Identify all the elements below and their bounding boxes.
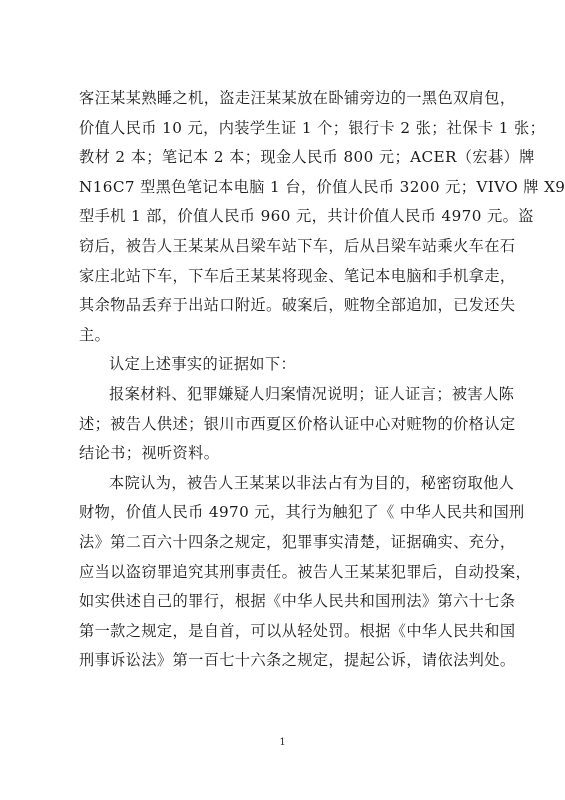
text-line: 其余物品丢弃于出站口附近。破案后，赃物全部追加，已发还失 xyxy=(79,296,516,315)
text-line: 刑事诉讼法》第一百七十六条之规定，提起公诉，请依法判处。 xyxy=(79,651,516,670)
text-line: 价值人民币 10 元，内装学生证 1 个；银行卡 2 张；社保卡 1 张； xyxy=(79,118,546,137)
paragraph-evidence-list xyxy=(79,380,516,469)
document-body xyxy=(79,84,565,676)
text-line: 报案材料、犯罪嫌疑人归案情况说明；证人证言；被害人陈 xyxy=(109,384,515,403)
text-line: 本院认为，被告人王某某以非法占有为目的，秘密窃取他人 xyxy=(109,473,515,492)
text-line: N16C7 型黑色笔记本电脑 1 台，价值人民币 3200 元；VIVO 牌 X9 xyxy=(79,177,565,196)
text-line: 家庄北站下车，下车后王某某将现金、笔记本电脑和手机拿走， xyxy=(79,266,516,285)
text-line: 认定上述事实的证据如下： xyxy=(109,355,297,374)
text-line: 型手机 1 部，价值人民币 960 元，共计价值人民币 4970 元。盗 xyxy=(79,207,534,226)
paragraph-facts-continued xyxy=(79,84,565,350)
text-line: 述；被告人供述；银川市西夏区价格认证中心对赃物的价格认定 xyxy=(79,414,516,433)
text-line: 窃后，被告人王某某从吕梁车站下车，后从吕梁车站乘火车在石 xyxy=(79,236,516,255)
text-line: 应当以盗窃罪追究其刑事责任。被告人王某某犯罪后，自动投案， xyxy=(79,562,532,581)
text-line: 主。 xyxy=(79,325,111,344)
text-line: 法》第二百六十四条之规定，犯罪事实清楚，证据确实、充分， xyxy=(79,532,516,551)
page-number: 1 xyxy=(279,737,286,748)
text-line: 结论书；视听资料。 xyxy=(79,444,220,463)
text-line: 教材 2 本；笔记本 2 本；现金人民币 800 元；ACER（宏碁）牌 xyxy=(79,148,535,167)
text-line: 客汪某某熟睡之机，盗走汪某某放在卧铺旁边的一黑色双肩包， xyxy=(79,89,516,107)
text-line: 如实供述自己的罪行，根据《中华人民共和国刑法》第六十七条 xyxy=(79,592,516,611)
paragraph-evidence-heading xyxy=(79,350,499,380)
text-line: 财物，价值人民币 4970 元，其行为触犯了《 中华人民共和国刑 xyxy=(79,503,525,522)
text-line: 第一款之规定，是自首，可以从轻处罚。根据《中华人民共和国 xyxy=(79,621,516,640)
paragraph-court-opinion xyxy=(79,469,532,676)
